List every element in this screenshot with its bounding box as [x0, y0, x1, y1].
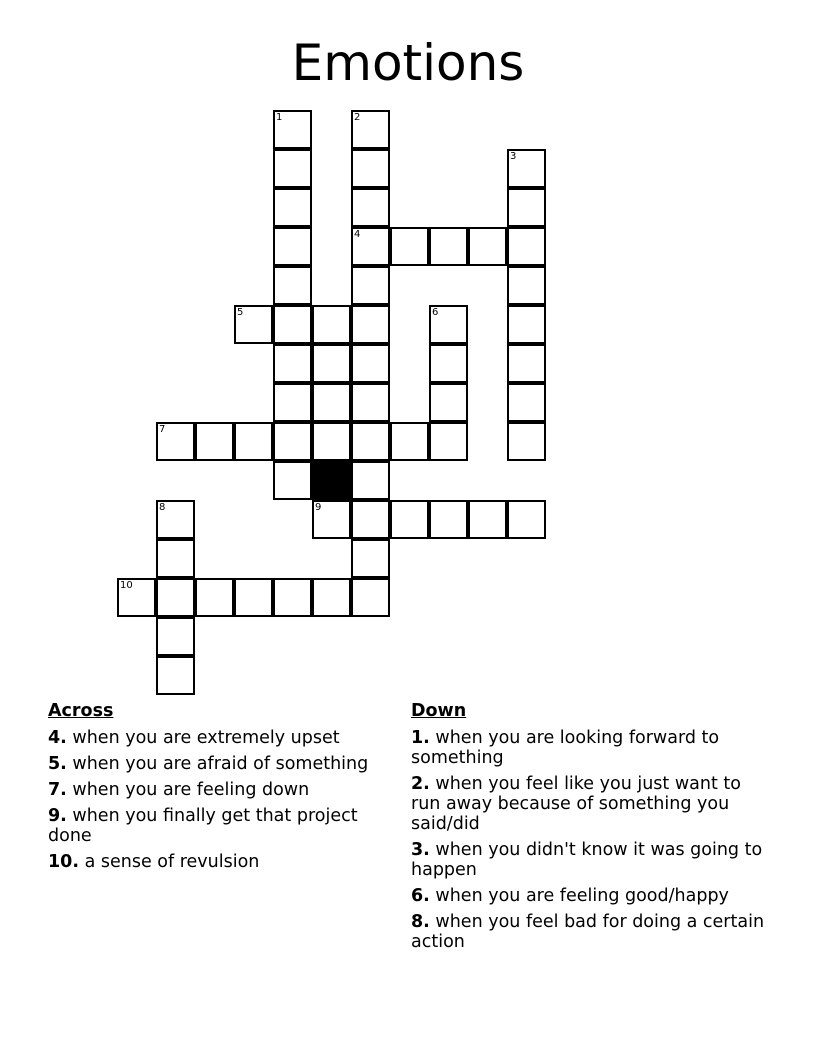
crossword-cell[interactable]	[390, 422, 429, 461]
crossword-cell[interactable]	[156, 578, 195, 617]
crossword-cell[interactable]	[117, 578, 156, 617]
crossword-cell[interactable]	[390, 227, 429, 266]
crossword-cell[interactable]	[273, 578, 312, 617]
crossword-cell[interactable]	[312, 344, 351, 383]
crossword-cell[interactable]	[351, 539, 390, 578]
crossword-cell[interactable]	[429, 383, 468, 422]
black-square	[312, 461, 351, 500]
crossword-cell[interactable]	[351, 422, 390, 461]
crossword-cell[interactable]	[156, 539, 195, 578]
crossword-cell[interactable]	[195, 578, 234, 617]
crossword-cell[interactable]	[351, 578, 390, 617]
across-heading: Across	[48, 701, 114, 721]
clue-across-4: 4. when you are extremely upset	[48, 728, 340, 748]
crossword-cell[interactable]	[429, 227, 468, 266]
clue-number: 6	[432, 307, 439, 318]
crossword-cell[interactable]	[507, 383, 546, 422]
crossword-cell[interactable]	[273, 422, 312, 461]
clue-down-3: 3. when you didn't know it was going to happen	[411, 840, 763, 880]
clue-down-2: 2. when you feel like you just want to run away because of something you said/did	[411, 774, 741, 834]
crossword-cell[interactable]	[273, 383, 312, 422]
crossword-cell[interactable]	[507, 149, 546, 188]
down-heading: Down	[411, 701, 467, 721]
crossword-cell[interactable]	[234, 305, 273, 344]
crossword-cell[interactable]	[351, 110, 390, 149]
clue-down-8: 8. when you feel bad for doing a certain action	[411, 912, 765, 952]
clue-number: 3	[510, 151, 517, 162]
clue-number: 7	[159, 424, 166, 435]
crossword-cell[interactable]	[507, 422, 546, 461]
crossword-cell[interactable]	[195, 422, 234, 461]
crossword-cell[interactable]	[312, 383, 351, 422]
crossword-cell[interactable]	[507, 305, 546, 344]
crossword-cell[interactable]	[351, 149, 390, 188]
clue-across-7: 7. when you are feeling down	[48, 780, 310, 800]
clue-number: 4	[354, 229, 361, 240]
clue-across-5: 5. when you are afraid of something	[48, 754, 369, 774]
page-title: Emotions	[291, 34, 525, 92]
crossword-cell[interactable]	[273, 266, 312, 305]
crossword-cell[interactable]	[429, 344, 468, 383]
crossword-cell[interactable]	[351, 188, 390, 227]
crossword-cell[interactable]	[273, 344, 312, 383]
clue-down-1: 1. when you are looking forward to something	[411, 728, 720, 768]
clue-across-10: 10. a sense of revulsion	[48, 852, 260, 872]
crossword-cell[interactable]	[429, 305, 468, 344]
crossword-cell[interactable]	[468, 500, 507, 539]
clue-number: 2	[354, 112, 361, 123]
crossword-cell[interactable]	[390, 500, 429, 539]
crossword-cell[interactable]	[273, 149, 312, 188]
clue-number: 9	[315, 502, 322, 513]
crossword-cell[interactable]	[312, 578, 351, 617]
crossword-cell[interactable]	[273, 461, 312, 500]
crossword-cell[interactable]	[351, 227, 390, 266]
crossword-cell[interactable]	[468, 227, 507, 266]
across-clues	[48, 700, 393, 878]
clue-number: 10	[120, 580, 133, 591]
crossword-cell[interactable]	[234, 578, 273, 617]
crossword-cell[interactable]	[273, 110, 312, 149]
crossword-cell[interactable]	[351, 344, 390, 383]
clue-number: 5	[237, 307, 244, 318]
crossword-cell[interactable]	[156, 617, 195, 656]
crossword-cell[interactable]	[429, 422, 468, 461]
crossword-cell[interactable]	[351, 305, 390, 344]
crossword-cell[interactable]	[351, 383, 390, 422]
crossword-cell[interactable]	[507, 188, 546, 227]
down-clues	[411, 700, 771, 958]
crossword-cell[interactable]	[273, 305, 312, 344]
clue-down-6: 6. when you are feeling good/happy	[411, 886, 729, 906]
crossword-cell[interactable]	[507, 500, 546, 539]
crossword-cell[interactable]	[351, 500, 390, 539]
crossword-cell[interactable]	[156, 500, 195, 539]
crossword-cell[interactable]	[156, 422, 195, 461]
crossword-cell[interactable]	[234, 422, 273, 461]
crossword-cell[interactable]	[507, 344, 546, 383]
crossword-cell[interactable]	[312, 500, 351, 539]
crossword-cell[interactable]	[351, 266, 390, 305]
crossword-cell[interactable]	[312, 305, 351, 344]
clue-number: 8	[159, 502, 166, 513]
crossword-cell[interactable]	[507, 227, 546, 266]
clue-number: 1	[276, 112, 283, 123]
crossword-cell[interactable]	[273, 188, 312, 227]
crossword-cell[interactable]	[429, 500, 468, 539]
crossword-cell[interactable]	[351, 461, 390, 500]
clue-across-9: 9. when you finally get that project done	[48, 806, 358, 846]
crossword-cell[interactable]	[312, 422, 351, 461]
crossword-cell[interactable]	[156, 656, 195, 695]
crossword-cell[interactable]	[507, 266, 546, 305]
crossword-cell[interactable]	[273, 227, 312, 266]
